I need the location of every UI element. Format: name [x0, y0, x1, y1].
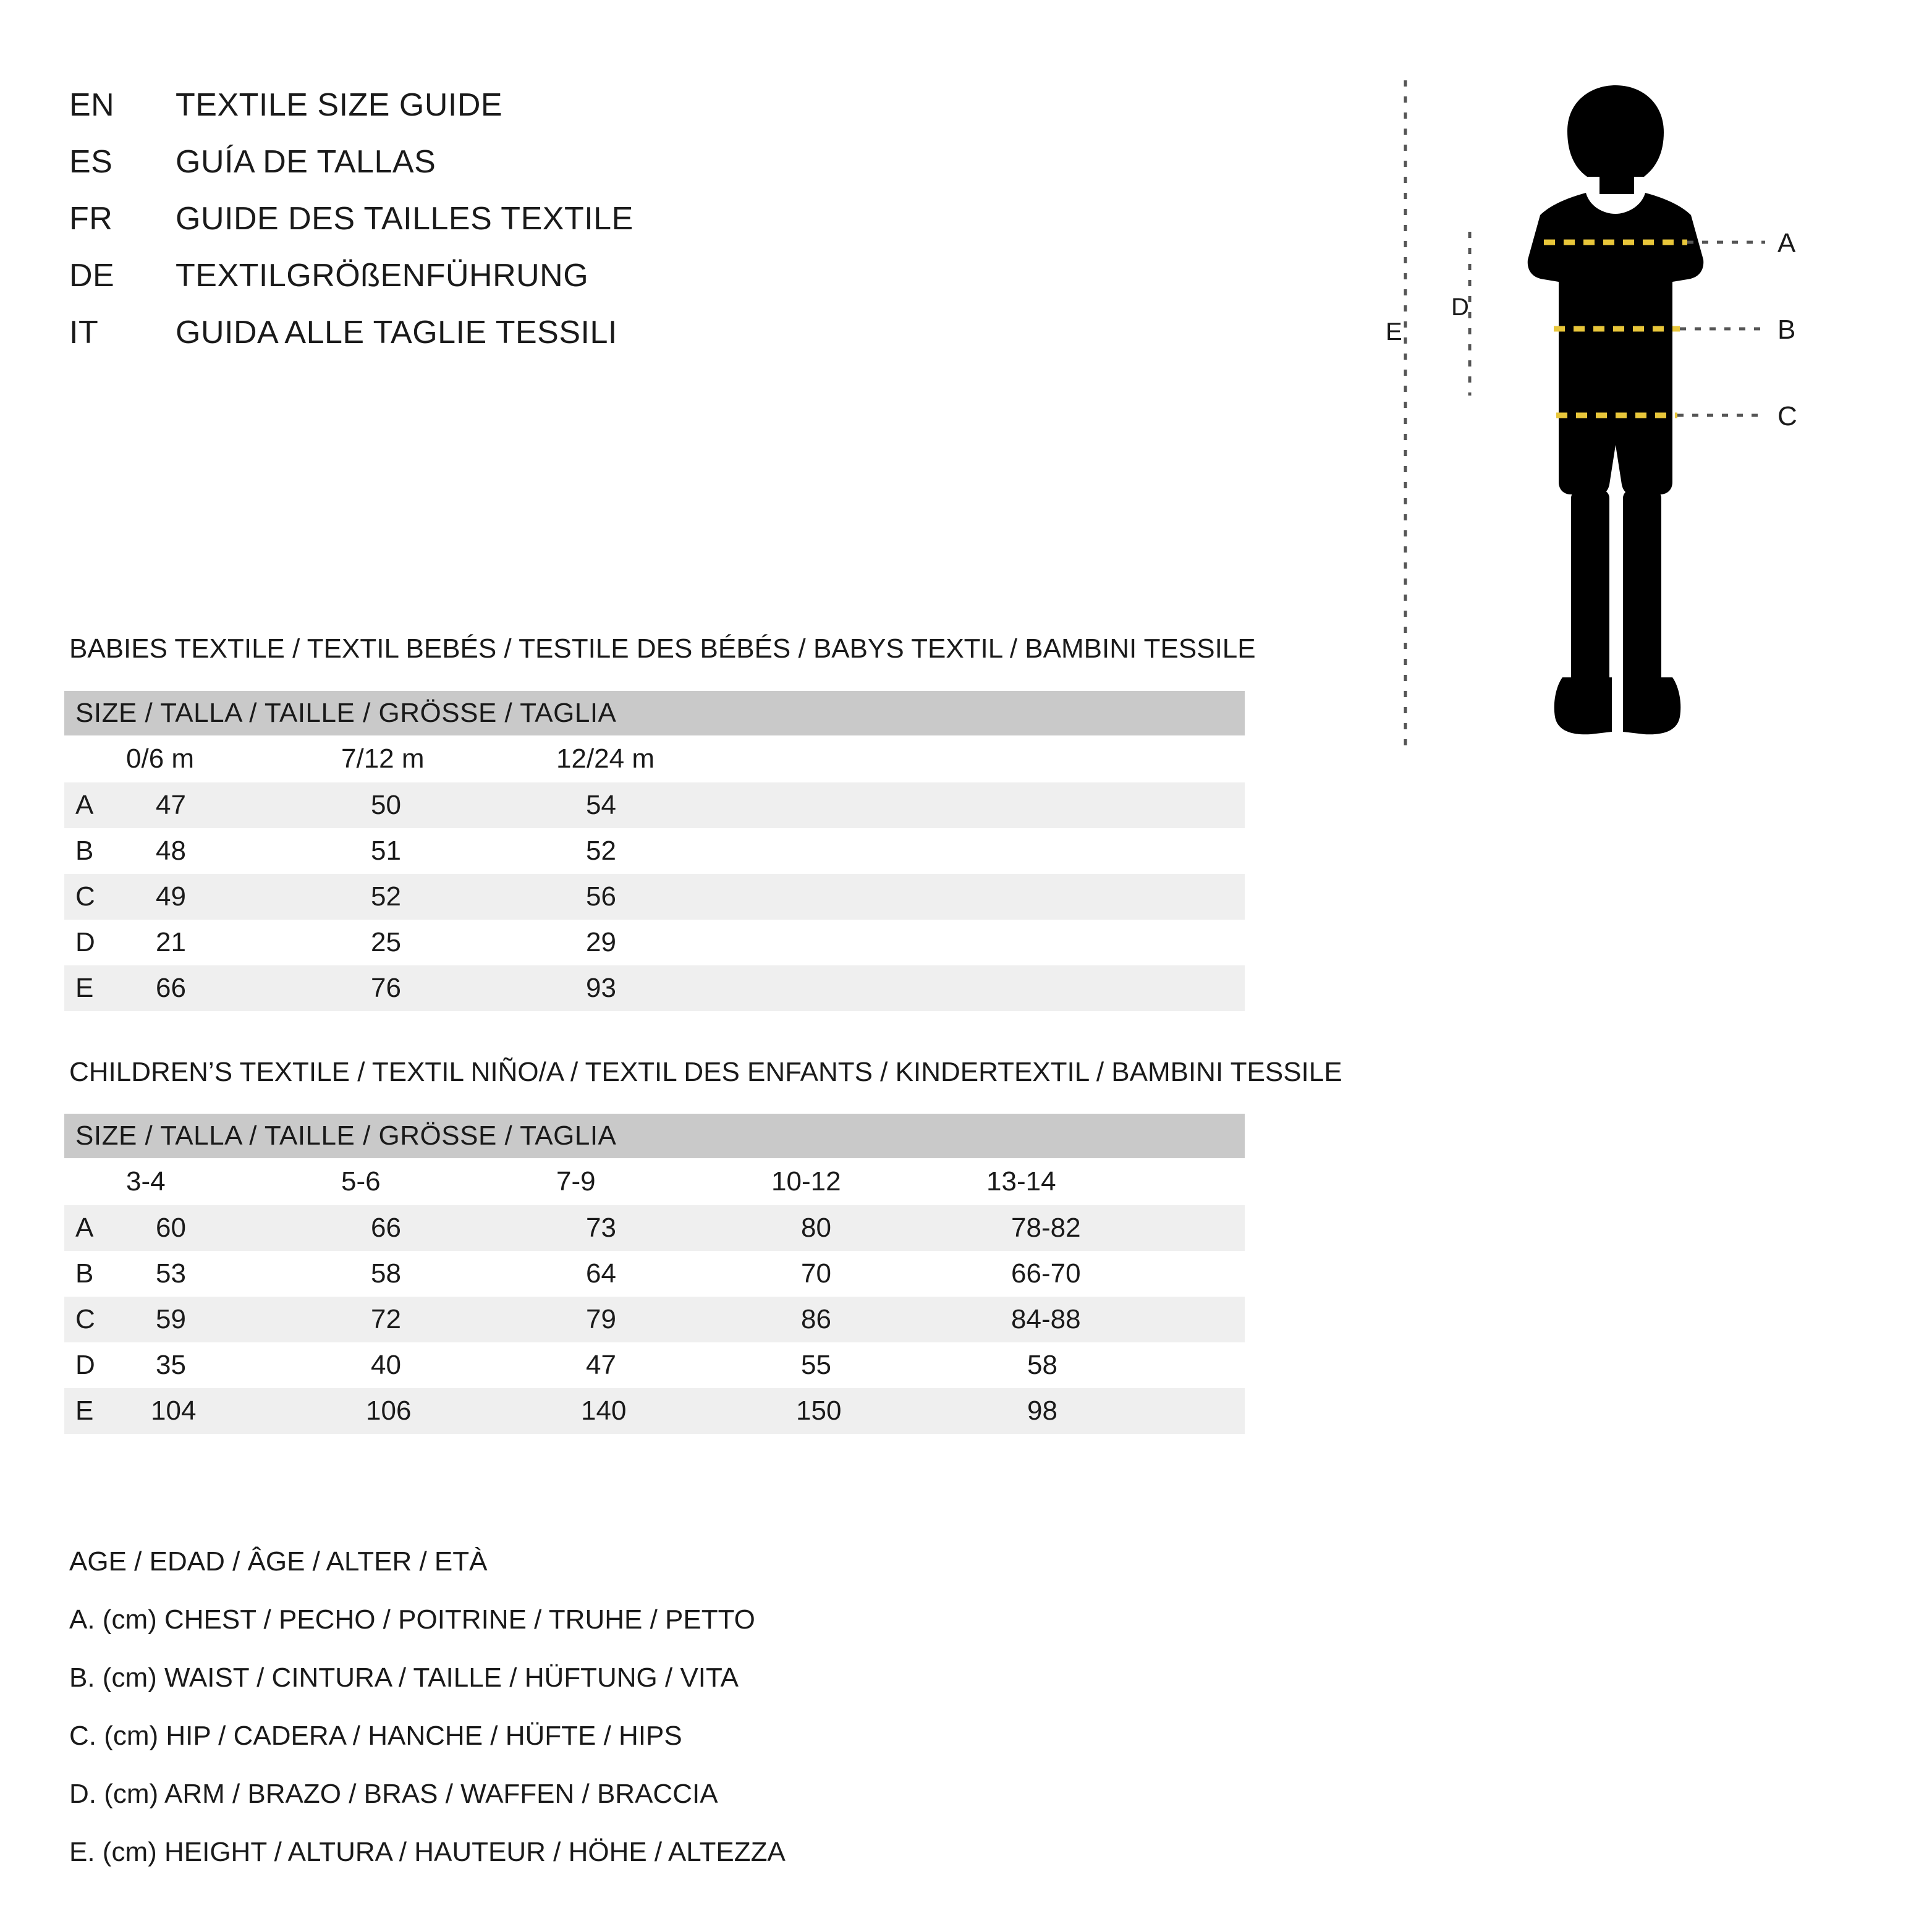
children-col-0: 3-4 [126, 1158, 341, 1205]
children-d-3: 55 [771, 1342, 986, 1388]
babies-row-label-e: E [64, 965, 126, 1011]
babies-size-table [64, 691, 1245, 1011]
title-lang-de: DE [69, 258, 115, 294]
title-text-es: GUÍA DE TALLAS [176, 144, 436, 180]
children-column-header-row [64, 1158, 1245, 1205]
title-text-it: GUIDA ALLE TAGLIE TESSILI [176, 315, 617, 350]
title-row-fr [69, 200, 1120, 257]
babies-band-row [64, 691, 1245, 735]
babies-row-label-c: C [64, 874, 126, 920]
table-row [64, 1388, 1245, 1434]
children-row-label-a: A [64, 1205, 126, 1251]
babies-band-label: SIZE / TALLA / TAILLE / GRÖSSE / TAGLIA [64, 691, 1245, 735]
children-a-2: 73 [556, 1205, 771, 1251]
table-row [64, 1205, 1245, 1251]
children-d-1: 40 [341, 1342, 556, 1388]
title-block [69, 87, 1120, 371]
child-silhouette-diagram [1382, 74, 1852, 766]
children-row-label-e: E [64, 1388, 126, 1434]
babies-col-0: 0/6 m [126, 735, 341, 782]
title-text-en: TEXTILE SIZE GUIDE [176, 87, 503, 123]
babies-row-label-a: A [64, 782, 126, 828]
children-band-label: SIZE / TALLA / TAILLE / GRÖSSE / TAGLIA [64, 1114, 1245, 1158]
children-b-2: 64 [556, 1251, 771, 1297]
children-table-wrapper [64, 1114, 1245, 1434]
children-d-4: 58 [986, 1342, 1245, 1388]
children-b-4: 66-70 [986, 1251, 1245, 1297]
children-col-4: 13-14 [986, 1158, 1245, 1205]
children-a-0: 60 [126, 1205, 341, 1251]
children-row-label-c: C [64, 1297, 126, 1342]
babies-d-2: 29 [556, 920, 1245, 965]
children-c-2: 79 [556, 1297, 771, 1342]
title-row-de [69, 257, 1120, 314]
children-e-2: 140 [556, 1388, 771, 1434]
children-e-3: 150 [771, 1388, 986, 1434]
title-row-es [69, 143, 1120, 200]
babies-c-0: 49 [126, 874, 341, 920]
table-row [64, 965, 1245, 1011]
title-text-de: TEXTILGRÖßENFÜHRUNG [176, 258, 589, 294]
legend-line-arm: D. (cm) ARM / BRAZO / BRAS / WAFFEN / BRACCIA [69, 1779, 718, 1809]
legend-line-age: AGE / EDAD / ÂGE / ALTER / ETÀ [69, 1546, 488, 1577]
title-lang-es: ES [69, 144, 113, 180]
table-row [64, 874, 1245, 920]
marker-label-b: B [1777, 315, 1796, 345]
children-c-0: 59 [126, 1297, 341, 1342]
babies-a-1: 50 [341, 782, 556, 828]
babies-b-2: 52 [556, 828, 1245, 874]
table-row [64, 920, 1245, 965]
children-b-1: 58 [341, 1251, 556, 1297]
legend-line-hip: C. (cm) HIP / CADERA / HANCHE / HÜFTE / HIPS [69, 1721, 682, 1751]
measurement-figure [1382, 74, 1852, 766]
babies-a-0: 47 [126, 782, 341, 828]
babies-c-1: 52 [341, 874, 556, 920]
legend-line-height: E. (cm) HEIGHT / ALTURA / HAUTEUR / HÖHE / ALTEZZA [69, 1837, 786, 1867]
babies-column-header-row [64, 735, 1245, 782]
table-row [64, 828, 1245, 874]
children-e-0: 104 [126, 1388, 341, 1434]
children-col-1: 5-6 [341, 1158, 556, 1205]
babies-row-label-b: B [64, 828, 126, 874]
marker-label-d: D [1451, 294, 1469, 321]
children-c-1: 72 [341, 1297, 556, 1342]
children-a-3: 80 [771, 1205, 986, 1251]
babies-section-heading: BABIES TEXTILE / TEXTIL BEBÉS / TESTILE DES BÉBÉS / BABYS TEXTIL / BAMBINI TESSILE [69, 633, 1256, 664]
children-d-2: 47 [556, 1342, 771, 1388]
babies-d-1: 25 [341, 920, 556, 965]
babies-corner-cell [64, 735, 126, 782]
title-lang-en: EN [69, 87, 115, 123]
children-a-1: 66 [341, 1205, 556, 1251]
title-lang-fr: FR [69, 201, 113, 237]
babies-b-1: 51 [341, 828, 556, 874]
babies-b-0: 48 [126, 828, 341, 874]
children-b-3: 70 [771, 1251, 986, 1297]
children-row-label-b: B [64, 1251, 126, 1297]
children-col-2: 7-9 [556, 1158, 771, 1205]
babies-c-2: 56 [556, 874, 1245, 920]
babies-e-2: 93 [556, 965, 1245, 1011]
children-col-3: 10-12 [771, 1158, 986, 1205]
table-row [64, 782, 1245, 828]
babies-a-2: 54 [556, 782, 1245, 828]
children-a-4: 78-82 [986, 1205, 1245, 1251]
legend-block [69, 1533, 1429, 1881]
children-e-1: 106 [341, 1388, 556, 1434]
children-e-4: 98 [986, 1388, 1245, 1434]
babies-col-1: 7/12 m [341, 735, 556, 782]
legend-line-waist: B. (cm) WAIST / CINTURA / TAILLE / HÜFTUNG / VITA [69, 1663, 739, 1693]
babies-d-0: 21 [126, 920, 341, 965]
title-row-it [69, 314, 1120, 371]
children-band-row [64, 1114, 1245, 1158]
children-c-4: 84-88 [986, 1297, 1245, 1342]
legend-line-chest: A. (cm) CHEST / PECHO / POITRINE / TRUHE / PETTO [69, 1604, 755, 1635]
marker-label-a: A [1777, 228, 1796, 258]
children-c-3: 86 [771, 1297, 986, 1342]
babies-e-1: 76 [341, 965, 556, 1011]
table-row [64, 1297, 1245, 1342]
children-d-0: 35 [126, 1342, 341, 1388]
title-row-en [69, 87, 1120, 143]
children-row-label-d: D [64, 1342, 126, 1388]
marker-label-c: C [1777, 401, 1797, 431]
title-lang-it: IT [69, 315, 99, 350]
title-text-fr: GUIDE DES TAILLES TEXTILE [176, 201, 633, 237]
babies-col-2: 12/24 m [556, 735, 1245, 782]
silhouette-body [1528, 85, 1704, 734]
table-row [64, 1342, 1245, 1388]
marker-label-e: E [1386, 318, 1402, 345]
babies-table-wrapper [64, 691, 1245, 1011]
babies-row-label-d: D [64, 920, 126, 965]
table-row [64, 1251, 1245, 1297]
children-section-heading: CHILDREN’S TEXTILE / TEXTIL NIÑO/A / TEXTIL DES ENFANTS / KINDERTEXTIL / BAMBINI TESSILE [69, 1057, 1342, 1087]
babies-e-0: 66 [126, 965, 341, 1011]
children-b-0: 53 [126, 1251, 341, 1297]
children-size-table [64, 1114, 1245, 1434]
children-corner-cell [64, 1158, 126, 1205]
